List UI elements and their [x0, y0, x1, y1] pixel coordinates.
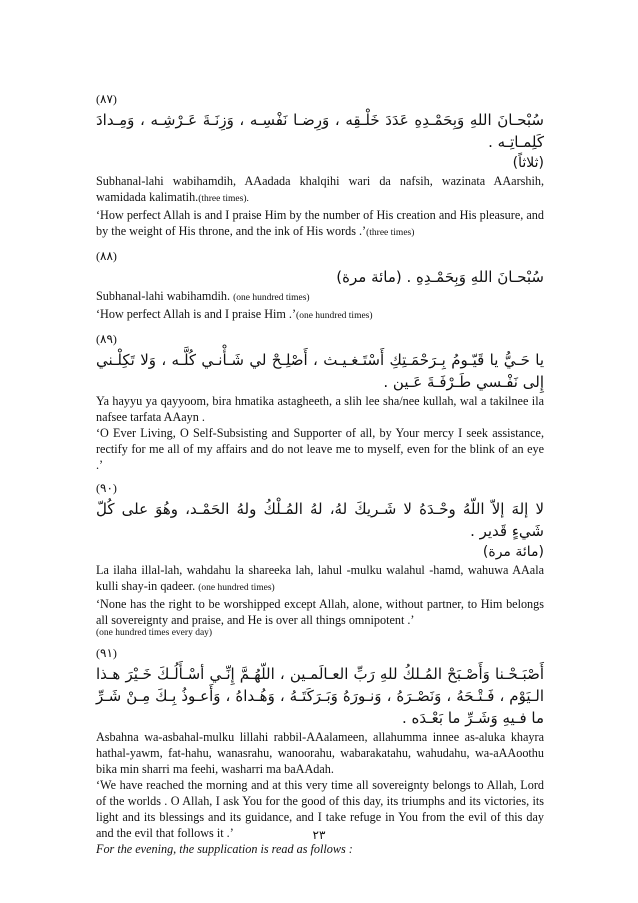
entry-90: [96, 481, 544, 638]
entry-87: [96, 92, 544, 241]
transliteration-note: (one hundred times): [233, 293, 310, 303]
english-translation: ‘O Ever Living, O Self-Subsisting and Supporter of all, by Your mercy I seek assistance, rectify for me all of my affairs and do not leave me to myself, even for the blink of an eye .’: [96, 426, 544, 472]
arabic-text: أَصْبَـحْـنا وَأَصْـبَحْ المُـلكُ للهِ رَبِّ العـالَمـين ، اللّهُـمَّ إِنِّـي أسْـأَلُـكَ خَـيْرَ هـذا الـيَوْم ، فَـتْـحَهُ ، وَنَصْـرَهُ ، وَنـورَهُ وَبَـرَكَتَـهُ ، وَهُـداهُ ، وَأَعـوذُ بِـكَ مِـنْ شَـرِّ ما فـيهِ وَشَـرِّ ما بَعْـدَه .: [96, 665, 544, 727]
document-page: [96, 92, 544, 865]
english-note: (one hundred times): [296, 311, 373, 321]
entry-number: (٨٧): [96, 92, 117, 106]
transliteration: La ilaha illal-lah, wahdahu la shareeka lah, lahul -mulku walahul -hamd, wahuwa AAala kulli shay-in qadeer. (one hundred times): [96, 563, 544, 593]
entry-number: (٩٠): [96, 481, 117, 495]
entry-number: (٨٩): [96, 332, 117, 346]
transliteration: Subhanal-lahi wabihamdih. (one hundred times): [96, 289, 310, 303]
arabic-repeat-count: (ثلاثاً): [512, 155, 544, 171]
transliteration: Subhanal-lahi wabihamdih, AAadada khalqihi wari da nafsih, wazinata AAarshih, wamidada kalimatih.(three times).: [96, 174, 544, 204]
english-translation: ‘How perfect Allah is and I praise Him .’(one hundred times): [96, 307, 373, 321]
english-note: (one hundred times every day): [96, 628, 213, 638]
entry-91: [96, 646, 544, 857]
entry-number: (٩١): [96, 646, 117, 660]
transliteration: Ya hayyu ya qayyoom, bira hmatika astagheeth, a slih lee sha/nee kullah, wal a takilnee ila nafsee tarfata AAayn .: [96, 394, 544, 424]
arabic-text: لا إلهَ إلاّ اللّهُ وحْـدَهُ لا شَـريكَ لهُ، لهُ المُـلْكُ ولهُ الحَمْـد، وهُوَ على كُلّ شَيءٍ قَدير .: [96, 500, 544, 540]
transliteration-note: (one hundred times): [198, 583, 275, 593]
english-translation: ‘We have reached the morning and at this very time all sovereignty belongs to Allah, Lord of the worlds . O Allah, I ask You for the good of this day, its triumphs and its victories, its light and its blessings and its guidance, and I take refuge in You from the evil of this day and the evil that follows it .’: [96, 778, 544, 840]
transliteration: Asbahna wa-asbahal-mulku lillahi rabbil-AAalameen, allahumma innee as-aluka khayra hathal-yawm, fat-hahu, wanasrahu, wanoorahu, wabarakatahu, wahudahu, wa-aAAoothu bika min sharri ma feehi, washarri ma baAAdah.: [96, 730, 544, 776]
arabic-text: سُبْحـانَ اللهِ وَبِحَمْـدِهِ عَدَدَ خَلْـقِه ، وَرِضـا نَفْسِـه ، وَزِنَـةَ عَـرْشِـه ، وَمِـدادَ كَلِمـاتِـه .: [96, 111, 544, 151]
english-note: (three times): [366, 228, 415, 238]
evening-note: For the evening, the supplication is read as follows :: [96, 842, 353, 856]
arabic-text: يا حَـيُّ يا قَيّـومُ بِـرَحْمَـتِكِ أَسْتَـغـيـث ، أَصْلِـحْ لي شَـأْنـي كُلَّـه ، وَلا تَكِلْـني إِلى نَفْـسي طَـرْفَـةَ عَـين .: [96, 351, 544, 391]
transliteration-note: (three times).: [198, 194, 249, 204]
english-translation: ‘None has the right to be worshipped except Allah, alone, without partner, to Him belongs all sovereignty and praise, and He is over all things omnipotent .’: [96, 597, 544, 627]
entry-89: [96, 332, 544, 473]
arabic-repeat-count: (مائة مرة): [482, 544, 544, 560]
page-number: ٢٣: [312, 828, 326, 842]
entry-number: (٨٨): [96, 249, 117, 263]
english-translation: ‘How perfect Allah is and I praise Him by the number of His creation and His pleasure, and by the weight of His throne, and the ink of His words .’(three times): [96, 208, 544, 238]
arabic-text: سُبْحـانَ اللهِ وَبِحَمْـدِهِ . (مائة مرة): [336, 268, 544, 286]
entry-88: [96, 249, 544, 324]
